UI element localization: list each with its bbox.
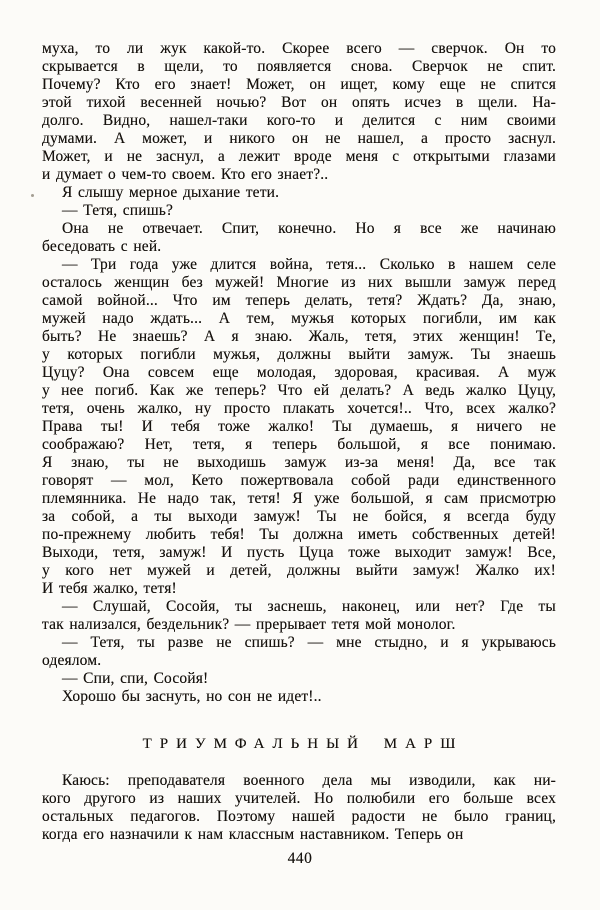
text-line: Выходи, тетя, замуж! И пусть Цуца тоже выходит замуж! Все, xyxy=(42,544,556,561)
text-line: Хорошо бы заснуть, но сон не идет!.. xyxy=(62,688,322,705)
text-line: за собой, а ты выходи замуж! Ты не бойся, я всегда буду xyxy=(42,508,556,525)
text-line: Права ты! И тебя тоже жалко! Ты думаешь, я ничего не xyxy=(42,418,556,435)
text-line: Может, и не заснул, а лежит вроде меня с открытыми глазами xyxy=(42,148,556,165)
text-line: И тебя жалко, тетя! xyxy=(42,580,177,597)
text-line: самой войной... Что им теперь делать, тетя? Ждать? Да, знаю, xyxy=(42,292,556,309)
text-line: остальных педагогов. Поэтому нашей радости не было границ, xyxy=(42,808,556,825)
text-line: соображаю? Нет, тетя, я теперь большой, я все понимаю. xyxy=(42,436,556,453)
text-line: Почему? Кто его знает! Может, он ищет, кому еще не спится xyxy=(42,76,556,93)
paragraph xyxy=(42,634,556,670)
text-line: Она не отвечает. Спит, конечно. Но я все же начинаю xyxy=(62,220,556,237)
text-line: — Тетя, спишь? xyxy=(62,202,174,219)
text-line: по-прежнему любить тебя! Ты должна иметь собственных детей! xyxy=(42,526,556,543)
text-line: этой тихой весенней ночью? Вот он опять исчез в щели. На- xyxy=(42,94,556,111)
text-line: говорят — мол, Кето пожертвовала собой ради единственного xyxy=(42,472,556,489)
text-line: муха, то ли жук какой-то. Скорее всего — сверчок. Он то xyxy=(42,40,556,57)
text-line: тетя, очень жалко, ну просто плакать хочется!.. Что, всех жалко? xyxy=(42,400,556,417)
text-line: думами. А может, и никого он не нашел, а просто заснул. xyxy=(42,130,556,147)
text-line: Я знаю, ты не выходишь замуж из-за меня! Да, все так xyxy=(42,454,556,471)
paragraph xyxy=(42,772,556,844)
body-top-section xyxy=(42,40,556,706)
text-line: племянника. Не надо так, тетя! Я уже большой, я сам присмотрю xyxy=(42,490,556,507)
text-line: Цуцу? Она совсем еще молодая, здоровая, красивая. А муж xyxy=(42,364,556,381)
text-line: — Тетя, ты разве не спишь? — мне стыдно, и я укрываюсь xyxy=(62,634,556,651)
text-line: у нее погиб. Как же теперь? Что ей делать? А ведь жалко Цуцу, xyxy=(42,382,556,399)
paragraph xyxy=(42,670,556,688)
text-line: когда его назначили к нам классным наставником. Теперь он xyxy=(42,826,464,843)
paragraph xyxy=(42,688,556,706)
text-line: беседовать с ней. xyxy=(42,238,162,255)
text-line: у кого нет мужей и детей, должны выйти замуж! Жалко их! xyxy=(42,562,556,579)
scan-speck-artifact xyxy=(31,194,34,197)
paragraph xyxy=(42,184,556,202)
text-line: так нализался, бездельник? — прерывает тетя мой монолог. xyxy=(42,616,456,633)
text-line: у которых погибли мужья, должны выйти замуж. Ты знаешь xyxy=(42,346,556,363)
text-line: Каюсь: преподавателя военного дела мы изводили, как ни- xyxy=(62,772,556,789)
text-line: — Спи, спи, Сосойя! xyxy=(62,670,209,687)
text-line: — Слушай, Сосойя, ты заснешь, наконец, или нет? Где ты xyxy=(62,598,556,615)
text-line: скрывается в щели, то появляется снова. Сверчок не спит. xyxy=(42,58,556,75)
text-line: кого другого из наших учителей. Но полюбили его больше всех xyxy=(42,790,556,807)
text-line: долго. Видно, нашел-таки кого-то и делится с ним своими xyxy=(42,112,556,129)
chapter-heading: ТРИУМФАЛЬНЫЙ МАРШ xyxy=(142,736,464,752)
paragraph xyxy=(42,220,556,256)
paragraph xyxy=(42,40,556,184)
paragraph xyxy=(42,256,556,598)
chapter-first-section xyxy=(42,772,556,844)
text-line: Я слышу мерное дыхание тети. xyxy=(62,184,280,201)
text-line: быть? Не знаешь? А я знаю. Жаль, тетя, этих женщин! Те, xyxy=(42,328,556,345)
paragraph xyxy=(42,598,556,634)
text-line: мужей надо ждать... А тем, мужья которых погибли, им как xyxy=(42,310,556,327)
page-number: 440 xyxy=(287,850,313,867)
text-line: — Три года уже длится война, тетя... Сколько в нашем селе xyxy=(62,256,556,273)
paragraph xyxy=(42,202,556,220)
text-line: осталось женщин без мужей! Многие из них вышли замуж перед xyxy=(42,274,556,291)
text-line: одеялом. xyxy=(42,652,102,669)
text-block xyxy=(42,40,556,844)
text-line: и думает о чем-то своем. Кто его знает?.. xyxy=(42,166,329,183)
